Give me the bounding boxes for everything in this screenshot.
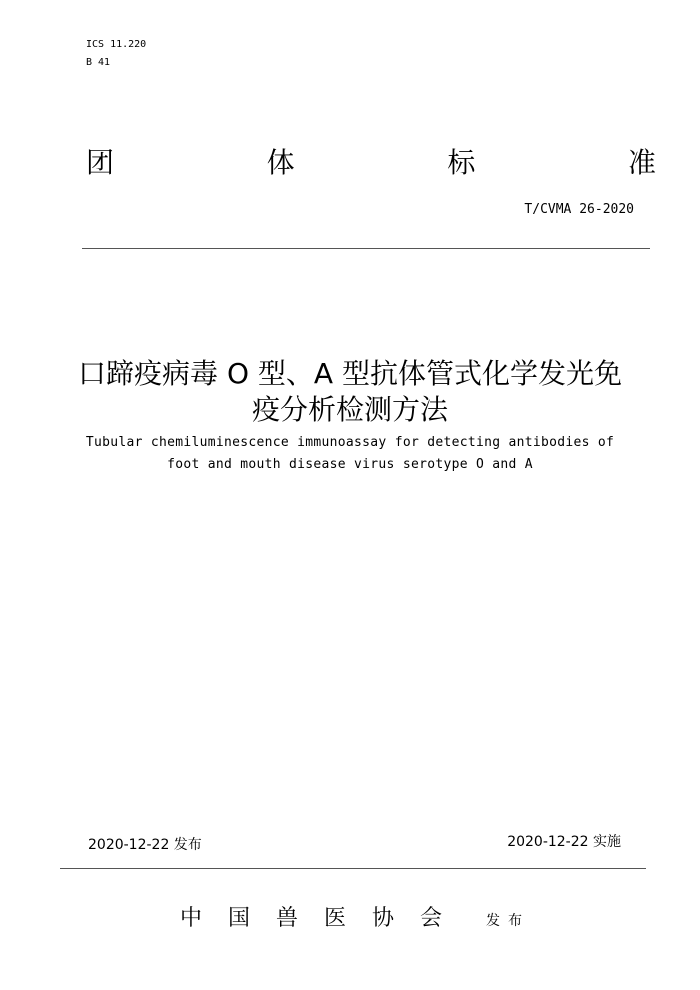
- publish-label: [486, 910, 530, 930]
- publish-date: 2020-12-22 发布: [88, 837, 202, 853]
- issuer-char: 中: [180, 906, 203, 931]
- standard-type-char: 团: [86, 146, 115, 179]
- publish-char: 布: [508, 913, 522, 929]
- issuer-char: 协: [372, 906, 395, 931]
- standard-number: T/CVMA 26-2020: [524, 202, 634, 217]
- title-chinese-line-2: 疫分析检测方法: [251, 393, 448, 426]
- classification-codes: [86, 36, 146, 72]
- ics-code: ICS 11.220: [86, 39, 147, 50]
- issuing-organization: [180, 904, 468, 934]
- bottom-divider: [60, 868, 646, 869]
- standard-type-char: 标: [447, 146, 476, 179]
- ccs-code: B 41: [86, 57, 111, 68]
- title-english-line-2: foot and mouth disease virus serotype O and A: [167, 457, 533, 472]
- issuer-char: 国: [228, 906, 251, 931]
- issuer-char: 医: [324, 906, 347, 931]
- title-chinese-line-1: 口蹄疫病毒 O 型、A 型抗体管式化学发光免: [78, 357, 622, 390]
- publish-char: 发: [486, 913, 500, 929]
- standard-type-char: 体: [266, 146, 295, 179]
- implementation-date: 2020-12-22 实施: [507, 834, 621, 850]
- standard-type-heading: [86, 146, 656, 180]
- issuer-char: 会: [420, 906, 443, 931]
- top-divider: [82, 248, 650, 249]
- issuer-char: 兽: [276, 906, 299, 931]
- standard-type-char: 准: [627, 146, 656, 179]
- title-english-line-1: Tubular chemiluminescence immunoassay for detecting antibodies of: [85, 435, 615, 450]
